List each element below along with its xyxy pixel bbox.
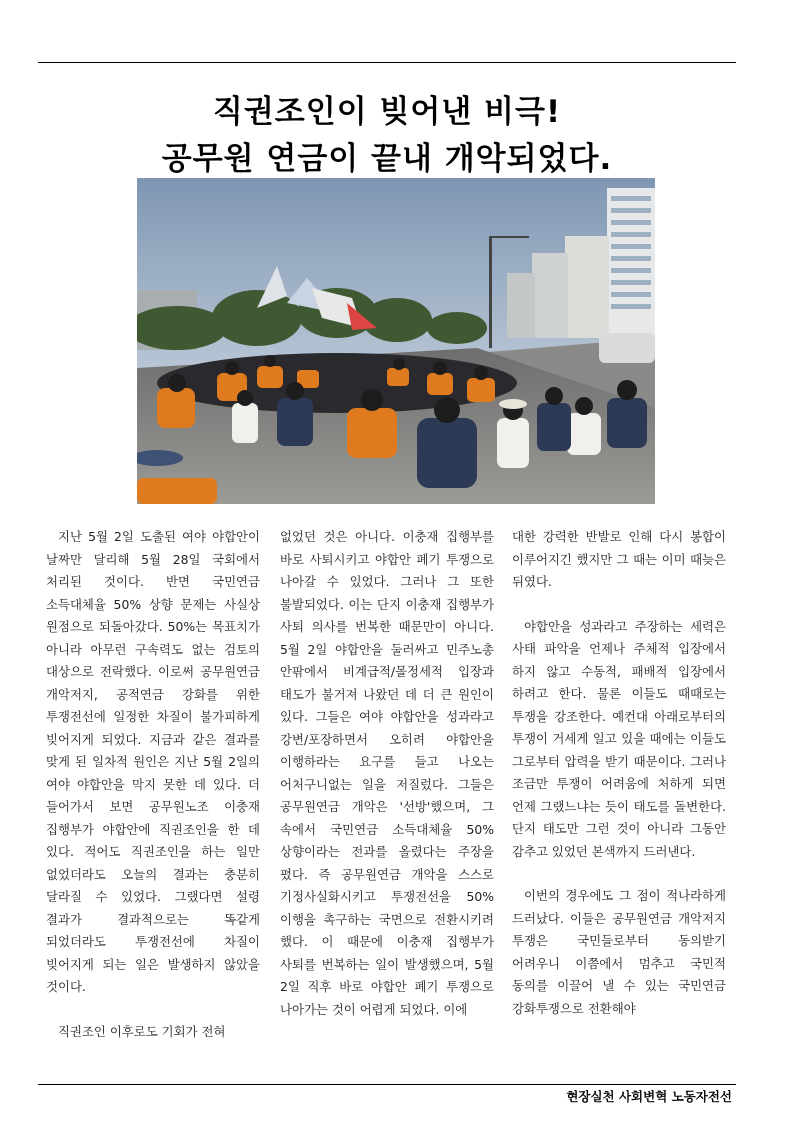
paragraph: 대한 강력한 반발로 인해 다시 봉합이 이루어지긴 했지만 그 때는 이미 때늦은 뒤였다. [512,529,726,589]
paragraph: 없었던 것은 아니다. 이충재 집행부를 바로 사퇴시키고 야합안 폐기 투쟁으로 나아갈 수 있었다. 그러나 그 또한 불발되었다. 이는 단지 이충재 집행부가 사퇴 의사를 번복한 때문만이 아니다. 5월 2일 야합안을 둘러싸고 민주노총 안팎에서 비계급적/몰정세적 입장과 태도가 불거져 나왔던 데 더 큰 원인이 있다. 그들은 여야 야합안을 성과라고 강변/포장하면서 오히려 야합안을 이행하라는 요구를 들고 나오는 어처구니없는 일을 저질렀다. 그들은 공무원연금 개악은 '선방'했으며, 그 속에서 국민연금 소득대체율 50% 상향이라는 전과를 올렸다는 주장을 폈다. 즉 공무원연금 개악을 스스로 기정사실화시키고 투쟁전선을 50% 이행을 촉구하는 국면으로 전환시키려 했다. 이 때문에 이충재 집행부가 사퇴를 번복하는 일이 발생했으며, 5월 2일 직후 바로 야합안 폐기 투쟁으로 나아가는 것이 어렵게 되었다. 이에 [280,529,494,1017]
headline-line-2: 공무원 연금이 끝내 개악되었다. [161,141,613,177]
paragraph: 지난 5월 2일 도출된 여야 야합안이 날짜만 달리해 5월 28일 국회에서 처리된 것이다. 반면 국민연금 소득대체율 50% 상향 문제는 사실상 원점으로 되돌아갔다. 50%는 목표치가 아니라 아무런 구속력도 없는 검토의 대상으로 전락했다. 이로써 공무원연금 개악저지, 공적연금 강화를 위한 투쟁전선에 일정한 차질이 불가피하게 빚어지게 되었다. 지금과 같은 결과를 맞게 된 일차적 원인은 지난 5월 2일의 여야 야합안을 막지 못한 데 있다. 더 들어가서 보면 공무원노조 이충재 집행부가 야합안에 직권조인을 한 데 있다. 적어도 직권조인을 하는 일만 없었더라도 오늘의 결과는 충분히 달라질 수 있었다. 그랬다면 설령 결과가 결과적으로는 똑같게 되었더라도 투쟁전선에 차질이 빚어지게 되는 일은 발생하지 않았을 것이다. [46,529,260,994]
footer-rule [38,1084,736,1085]
headline-line-1: 직권조인이 빚어낸 비극! [212,94,562,130]
rally-photo-illustration [137,178,655,504]
paragraph: 직권조인 이후로도 기회가 전혀 [58,1023,226,1039]
header-rule [38,62,736,63]
paragraph: 야합안을 성과라고 주장하는 세력은 사태 파악을 언제나 주체적 입장에서 하지 않고 수동적, 패배적 입장에서 하려고 한다. 물론 이들도 때때로는 투쟁을 강조한다. 예컨대 아래로부터의 투쟁이 거세게 일고 있을 때에는 이들도 그로부터 압력을 받기 때문이다. 그러나 조금만 투쟁이 어려움에 처하게 되면 언제 그랬느냐는 듯이 태도를 돌변한다. 단지 태도만 그런 것이 아니라 그동안 감추고 있었던 본색까지 드러낸다. [512,618,726,859]
paragraph: 이번의 경우에도 그 점이 적나라하게 드러났다. 이들은 공무원연금 개악저지 투쟁은 국민들로부터 동의받기 어려우니 이쯤에서 멈추고 국민적 동의를 이끌어 낼 수 있는 국민연금 강화투쟁으로 전환해야 [512,888,726,1016]
article-column-3 [512,526,726,1020]
article-column-2 [280,526,494,1021]
article-column-1 [46,526,260,1043]
rally-photo [137,178,655,504]
publisher-footer: 현장실천 사회변혁 노동자전선 [566,1089,732,1104]
